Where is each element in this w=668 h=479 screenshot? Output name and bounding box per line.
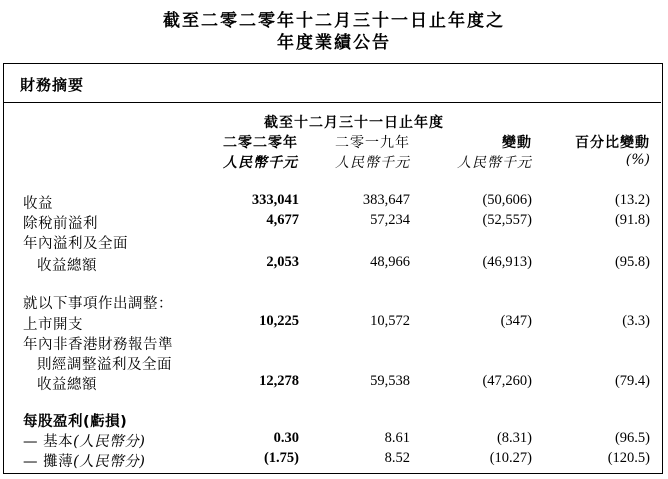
eps-basic-2019: 8.61 xyxy=(384,430,410,446)
eps-diluted-change: (10.27) xyxy=(489,450,532,466)
row-label-eps-diluted: — 攤薄(人民幣分) xyxy=(23,454,146,470)
row-label-adjusted-line3: 收益總額 xyxy=(37,377,97,393)
revenue-2020: 333,041 xyxy=(251,192,299,208)
row-label-eps-basic: — 基本(人民幣分) xyxy=(23,434,146,450)
col-change-unit: 人民幣千元 xyxy=(457,155,532,171)
announcement-title-line2: 年度業績公告 xyxy=(277,33,391,53)
eps-diluted-2020: (1.75) xyxy=(263,450,299,466)
col-change-title: 變動 xyxy=(502,135,532,151)
col-2019-year: 二零一九年 xyxy=(335,135,410,151)
col-pct-title: 百分比變動 xyxy=(575,135,650,151)
adjusted-pct: (79.4) xyxy=(614,373,650,389)
adjust-heading: 就以下事項作出調整： xyxy=(23,296,173,312)
pbt-pct: (91.8) xyxy=(614,212,650,228)
eps-basic-change: (8.31) xyxy=(496,430,532,446)
eps-basic-pct: (96.5) xyxy=(614,430,650,446)
row-label-pbt: 除稅前溢利 xyxy=(23,216,98,232)
profit-2020: 2,053 xyxy=(266,254,299,270)
eps-diluted-2019: 8.52 xyxy=(384,450,410,466)
col-2019-unit: 人民幣千元 xyxy=(335,155,410,171)
revenue-pct: (13.2) xyxy=(614,192,650,208)
profit-pct: (95.8) xyxy=(614,254,650,270)
adjusted-2020: 12,278 xyxy=(259,373,299,389)
col-pct-unit: (%) xyxy=(625,152,650,168)
row-label-profit-line2: 收益總額 xyxy=(37,258,97,274)
revenue-2019: 383,647 xyxy=(362,192,410,208)
eps-heading: 每股盈利(虧損) xyxy=(23,414,128,430)
section-divider xyxy=(4,102,661,103)
listing-2019: 10,572 xyxy=(370,313,410,329)
pbt-2020: 4,677 xyxy=(266,212,299,228)
col-2020-year: 二零二零年 xyxy=(223,135,298,151)
section-title: 財務摘要 xyxy=(20,76,85,94)
adjusted-2019: 59,538 xyxy=(370,373,410,389)
listing-pct: (3.3) xyxy=(622,313,650,329)
row-label-adjusted-line2: 則經調整溢利及全面 xyxy=(37,357,172,373)
listing-change: (347) xyxy=(500,313,532,329)
listing-2020: 10,225 xyxy=(259,313,299,329)
row-label-listing-expenses: 上市開支 xyxy=(23,317,83,333)
adjusted-change: (47,260) xyxy=(482,373,532,389)
row-label-profit-line1: 年內溢利及全面 xyxy=(23,236,128,252)
eps-diluted-pct: (120.5) xyxy=(607,450,650,466)
profit-2019: 48,966 xyxy=(370,254,410,270)
financial-highlights-box xyxy=(3,63,663,474)
period-header: 截至十二月三十一日止年度 xyxy=(264,115,444,131)
eps-basic-2020: 0.30 xyxy=(273,430,299,446)
row-label-revenue: 收益 xyxy=(23,196,53,212)
pbt-change: (52,557) xyxy=(482,212,532,228)
row-label-adjusted-line1: 年內非香港財務報告準 xyxy=(23,337,173,353)
col-2020-unit: 人民幣千元 xyxy=(223,155,298,171)
profit-change: (46,913) xyxy=(482,254,532,270)
announcement-title-line1: 截至二零二零年十二月三十一日止年度之 xyxy=(163,11,505,31)
revenue-change: (50,606) xyxy=(482,192,532,208)
pbt-2019: 57,234 xyxy=(370,212,410,228)
